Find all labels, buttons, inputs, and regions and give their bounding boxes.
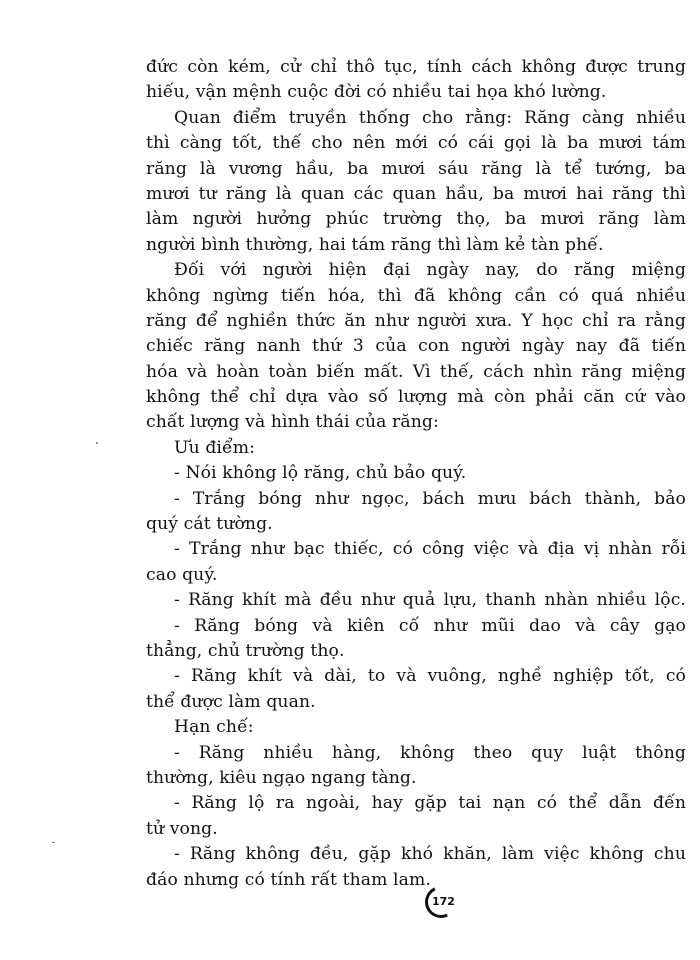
text-line: mươi tư răng là quan các quan hầu, ba mươi hai răng thì xyxy=(146,183,686,204)
text-line: Đối với người hiện đại ngày nay, do răng miệng xyxy=(174,260,686,281)
text-line: thể được làm quan. xyxy=(146,691,316,712)
list-item: - Răng bóng và kiên cố như mũi dao và cây gạo xyxy=(174,615,686,636)
text-line: quý cát tường. xyxy=(146,514,273,535)
text-line: chiếc răng nanh thứ 3 của con người ngày nay đã tiến xyxy=(146,336,686,357)
list-item: - Răng nhiều hàng, không theo quy luật thông xyxy=(174,742,686,763)
text-line: cao quý. xyxy=(146,564,218,585)
text-line: làm người hưởng phúc trường thọ, ba mươi răng làm xyxy=(146,209,686,230)
list-item: - Răng khít mà đều như quả lựu, thanh nhàn nhiều lộc. xyxy=(174,590,686,611)
page-number-badge xyxy=(425,886,461,920)
list-item: - Răng không đều, gặp khó khăn, làm việc không chu xyxy=(174,844,686,865)
text-line: đức còn kém, cử chỉ thô tục, tính cách không được trung xyxy=(146,57,686,77)
text-line: chất lượng và hình thái của răng: xyxy=(146,412,439,433)
section-heading-advantages: Ưu điểm: xyxy=(174,437,255,458)
list-item: - Răng khít và dài, to và vuông, nghề nghiệp tốt, có xyxy=(174,666,686,687)
text-line: Quan điểm truyền thống cho rằng: Răng càng nhiều xyxy=(174,107,686,128)
page-number: 172 xyxy=(432,895,455,908)
text-line: thường, kiêu ngạo ngang tàng. xyxy=(146,767,417,788)
text-line: hiếu, vận mệnh cuộc đời có nhiều tai họa khó lường. xyxy=(146,82,607,103)
text-line: răng để nghiền thức ăn như người xưa. Y học chỉ ra rằng xyxy=(146,310,686,331)
text-line: thì càng tốt, thế cho nên mới có cái gọi là ba mươi tám xyxy=(146,133,686,154)
text-line: người bình thường, hai tám răng thì làm kẻ tàn phế. xyxy=(146,234,604,255)
list-item: - Trắng như bạc thiếc, có công việc và địa vị nhàn rỗi xyxy=(174,539,686,560)
scan-speck xyxy=(96,442,98,444)
text-line: thẳng, chủ trường thọ. xyxy=(146,640,345,661)
text-line: không thể chỉ dựa vào số lượng mà còn phải căn cứ vào xyxy=(146,387,686,408)
scan-speck xyxy=(52,842,55,843)
text-line: hóa và hoàn toàn biến mất. Vì thế, cách nhìn răng miệng xyxy=(146,361,686,382)
text-line: tử vong. xyxy=(146,818,218,839)
list-item: - Nói không lộ răng, chủ bảo quý. xyxy=(174,463,467,484)
body-text xyxy=(146,55,686,893)
list-item: - Răng lộ ra ngoài, hay gặp tai nạn có thể dẫn đến xyxy=(174,793,686,814)
text-line: không ngừng tiến hóa, thì đã không cần có quá nhiều xyxy=(146,285,686,306)
text-line: răng là vương hầu, ba mươi sáu răng là tể tướng, ba xyxy=(146,158,686,179)
text-line: đáo nhưng có tính rất tham lam. xyxy=(146,869,431,890)
list-item: - Trắng bóng như ngọc, bách mưu bách thành, bảo xyxy=(174,488,686,509)
section-heading-limitations: Hạn chế: xyxy=(174,717,254,738)
